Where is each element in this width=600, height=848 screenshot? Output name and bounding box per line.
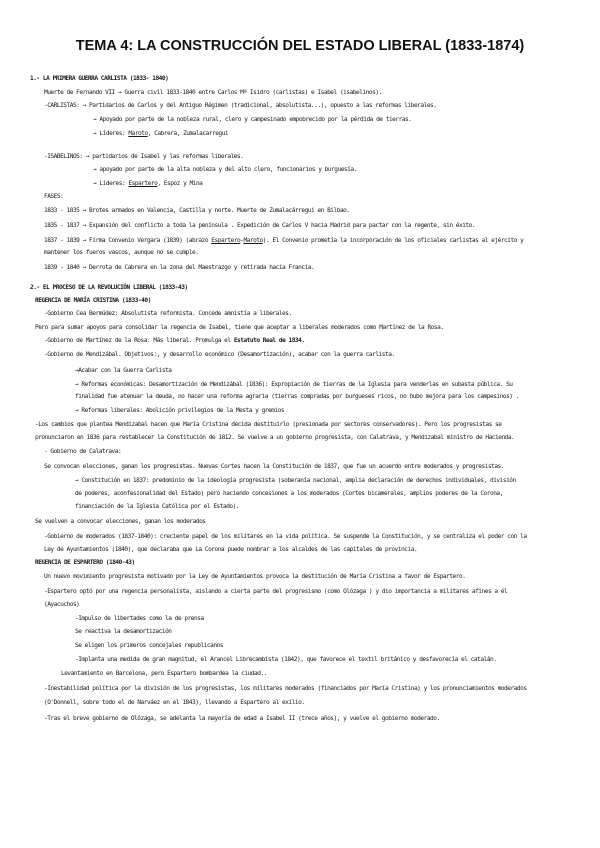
- line-s2-17: Se vuelven a convocar elecciones, ganan los moderados: [35, 518, 206, 525]
- line-s2-30: (O'Donnell, sobre todo el de Narváez en el 1843), llevando a Espartero al exilio.: [44, 699, 305, 706]
- line-s2-21: Un nuevo movimiento progresista motivado por la Ley de Ayuntamientos provoca la destitución de María Cristina a favor de Espartero.: [44, 573, 466, 580]
- line-s2-27: -Implanta una medida de gran magnitud, el Arancel Librecambista (1842), que favorece el textil británico y desfavorecía el catalán.: [75, 656, 497, 663]
- line-s2-4: -Gobierno de Martínez de la Rosa: Más liberal. Promulga el Estatuto Real de 1834.: [44, 337, 305, 344]
- line-s2-7: → Reformas económicas: Desamortización de Mendizábal (1836): Expropiación de tierras de la Iglesia para venderlas en subasta pública. Su: [75, 381, 513, 388]
- line-s2-9: → Reformas liberales: Abolición privilegios de la Mesta y gremios: [75, 407, 285, 414]
- line-s2-22: -Espartero optó por una regencia personalista, aislando a cierta parte del progresismo (como Olózaga ) y dio importancia a militares afines a él: [44, 588, 508, 595]
- section-heading: 2.- EL PROCESO DE LA REVOLUCIÓN LIBERAL (1833-43): [30, 284, 188, 291]
- line-s2-25: Se reactiva la desamortización: [75, 628, 172, 635]
- line-s2-13: Se convocan elecciones, ganan los progresistas. Nuevas Cortes hacen la Constitución de 1837, que fue un acuerdo entre moderados y progresistas.: [44, 463, 505, 470]
- line-s2-11: pronunciaron en 1836 para restablecer la Constitución de 1812. Se vuelve a un gobierno progresista, con Calatrava, y Mendizabal ministro de Hacienda.: [35, 434, 515, 441]
- line-s2-16: financiación de la Iglesia Católica por el Estado).: [75, 503, 240, 510]
- line-s1-2: -CARLISTAS: → Partidarios de Carlos y del Antiguo Régimen (tradicional, absolutista...), opuesto a las reformas liberales.: [44, 102, 437, 109]
- line-s2-6: →Acabar con la Guerra Carlista: [75, 367, 172, 374]
- line-s1-1: Muerte de Fernando VII → Guerra civil 1833-1840 entre Carlos Mª Isidro (carlistas) e Isabel (isabelinos).: [44, 89, 382, 96]
- section-heading: 1.- LA PRIMERA GUERRA CARLISTA (1833- 1840): [30, 75, 169, 82]
- line-s2-26: Se eligen los primeros concejales republicanos: [75, 642, 223, 649]
- line-s1-12: mantener los fueros vascos, aunque no se cumple.: [44, 249, 199, 256]
- line-s2-5: -Gobierno de Mendizábal. Objetivos:, y desarrollo económico (Desamortización), acabar con la guerra carlista.: [44, 351, 395, 358]
- line-s1-4: → Líderes: Maroto, Cabrera, Zumalacarregui: [93, 130, 229, 137]
- line-s2-10: -Los cambios que plantea Mendizabal hacen que María Cristina decida destituirlo (presionada por sectores conservadores). Pero los progresistas se: [35, 421, 502, 428]
- line-s1-10: 1835 - 1837 → Expansión del conflicto a toda la península . Expedición de Carlos V hacia Madrid para pactar con la regente, sin éxito.: [44, 222, 476, 229]
- line-s2-18: -Gobierno de moderados (1837-1840): creciente papel de los militares en la vida política. Se suspende la Constitución, y se centraliza el poder con la: [44, 533, 527, 540]
- line-s1-5: -ISABELINOS: → partidarios de Isabel y las reformas liberales.: [44, 153, 244, 160]
- line-s2-1: REGENCIA DE MARÍA CRISTINA (1833-40): [35, 297, 151, 304]
- line-s2-19: Ley de Ayuntamientos (1840), que declaraba que La Corona puede nombrar a los alcaldes de las capitales de provincia.: [44, 546, 418, 553]
- line-s1-6: → apoyado por parte de la alta nobleza y del alto clero, funcionarios y burguesía.: [93, 166, 357, 173]
- line-s2-3: Pero para sumar apoyos para consolidar la regencia de Isabel, tiene que aceptar a liberales moderados como Martínez de la Rosa.: [35, 324, 444, 331]
- line-s1-7: → Líderes: Espartero, Espoz y Mina: [93, 180, 203, 187]
- line-s2-8: finalidad fue atenuar la deuda, no hacer una reforma agraria (tierras compradas por burgueses ricos, no hubo mejora para los campesinos) .: [75, 393, 519, 400]
- line-s2-29: -Inestabilidad política por la división de los progresistas, los militares moderados (financiados por María Cristina) y los pronunciamientos moderados: [44, 685, 527, 692]
- line-s1-11: 1837 - 1839 → Firma Convenio Vergara (1839) (abrazo Espartero-Maroto). El Convenio prometía la incorporación de los oficiales carlistas al ejército y: [44, 237, 524, 244]
- line-s2-20: REGENCIA DE ESPARTERO (1840-43): [35, 559, 135, 566]
- line-s2-23: (Ayacuchos): [44, 601, 80, 608]
- line-s2-24: -Impulso de libertades como la de prensa: [75, 615, 204, 622]
- line-s2-2: -Gobierno Cea Bermúdez: Absolutista reformista. Concede amnistía a liberales.: [44, 310, 292, 317]
- document-title: TEMA 4: LA CONSTRUCCIÓN DEL ESTADO LIBERAL (1833-1874): [75, 38, 525, 54]
- line-s1-8: FASES:: [44, 193, 64, 200]
- line-s1-13: 1839 - 1840 → Derrota de Cabrera en la zona del Maestrazgo y retirada hacia Francia.: [44, 264, 315, 271]
- line-s2-14: → Constitución en 1837: predominio de la ideología progresista (soberanía nacional, amplia declaración de derechos individuales, división: [75, 477, 516, 484]
- line-s2-28: Levantamiento en Barcelona, pero Espartero bombardea la ciudad..: [61, 670, 267, 677]
- line-s2-31: -Tras el breve gobierno de Olózaga, se adelanta la mayoría de edad a Isabel II (trece años), y vuelve el gobierno moderado.: [44, 715, 440, 722]
- line-s1-3: → Apoyado por parte de la nobleza rural, clero y campesinado empobrecido por la pérdida de tierras.: [93, 116, 412, 123]
- line-s1-9: 1833 - 1835 → Brotes armados en Valencia, Castilla y norte. Muerte de Zumalacárregui en Bilbao.: [44, 207, 350, 214]
- line-s2-15: de poderes, aconfesionalidad del Estado) pero haciendo concesiones a los moderados (Cortes bicamerales, amplios poderes de la Corona,: [75, 490, 503, 497]
- line-s2-12: - Gobierno de Calatrava:: [44, 448, 122, 455]
